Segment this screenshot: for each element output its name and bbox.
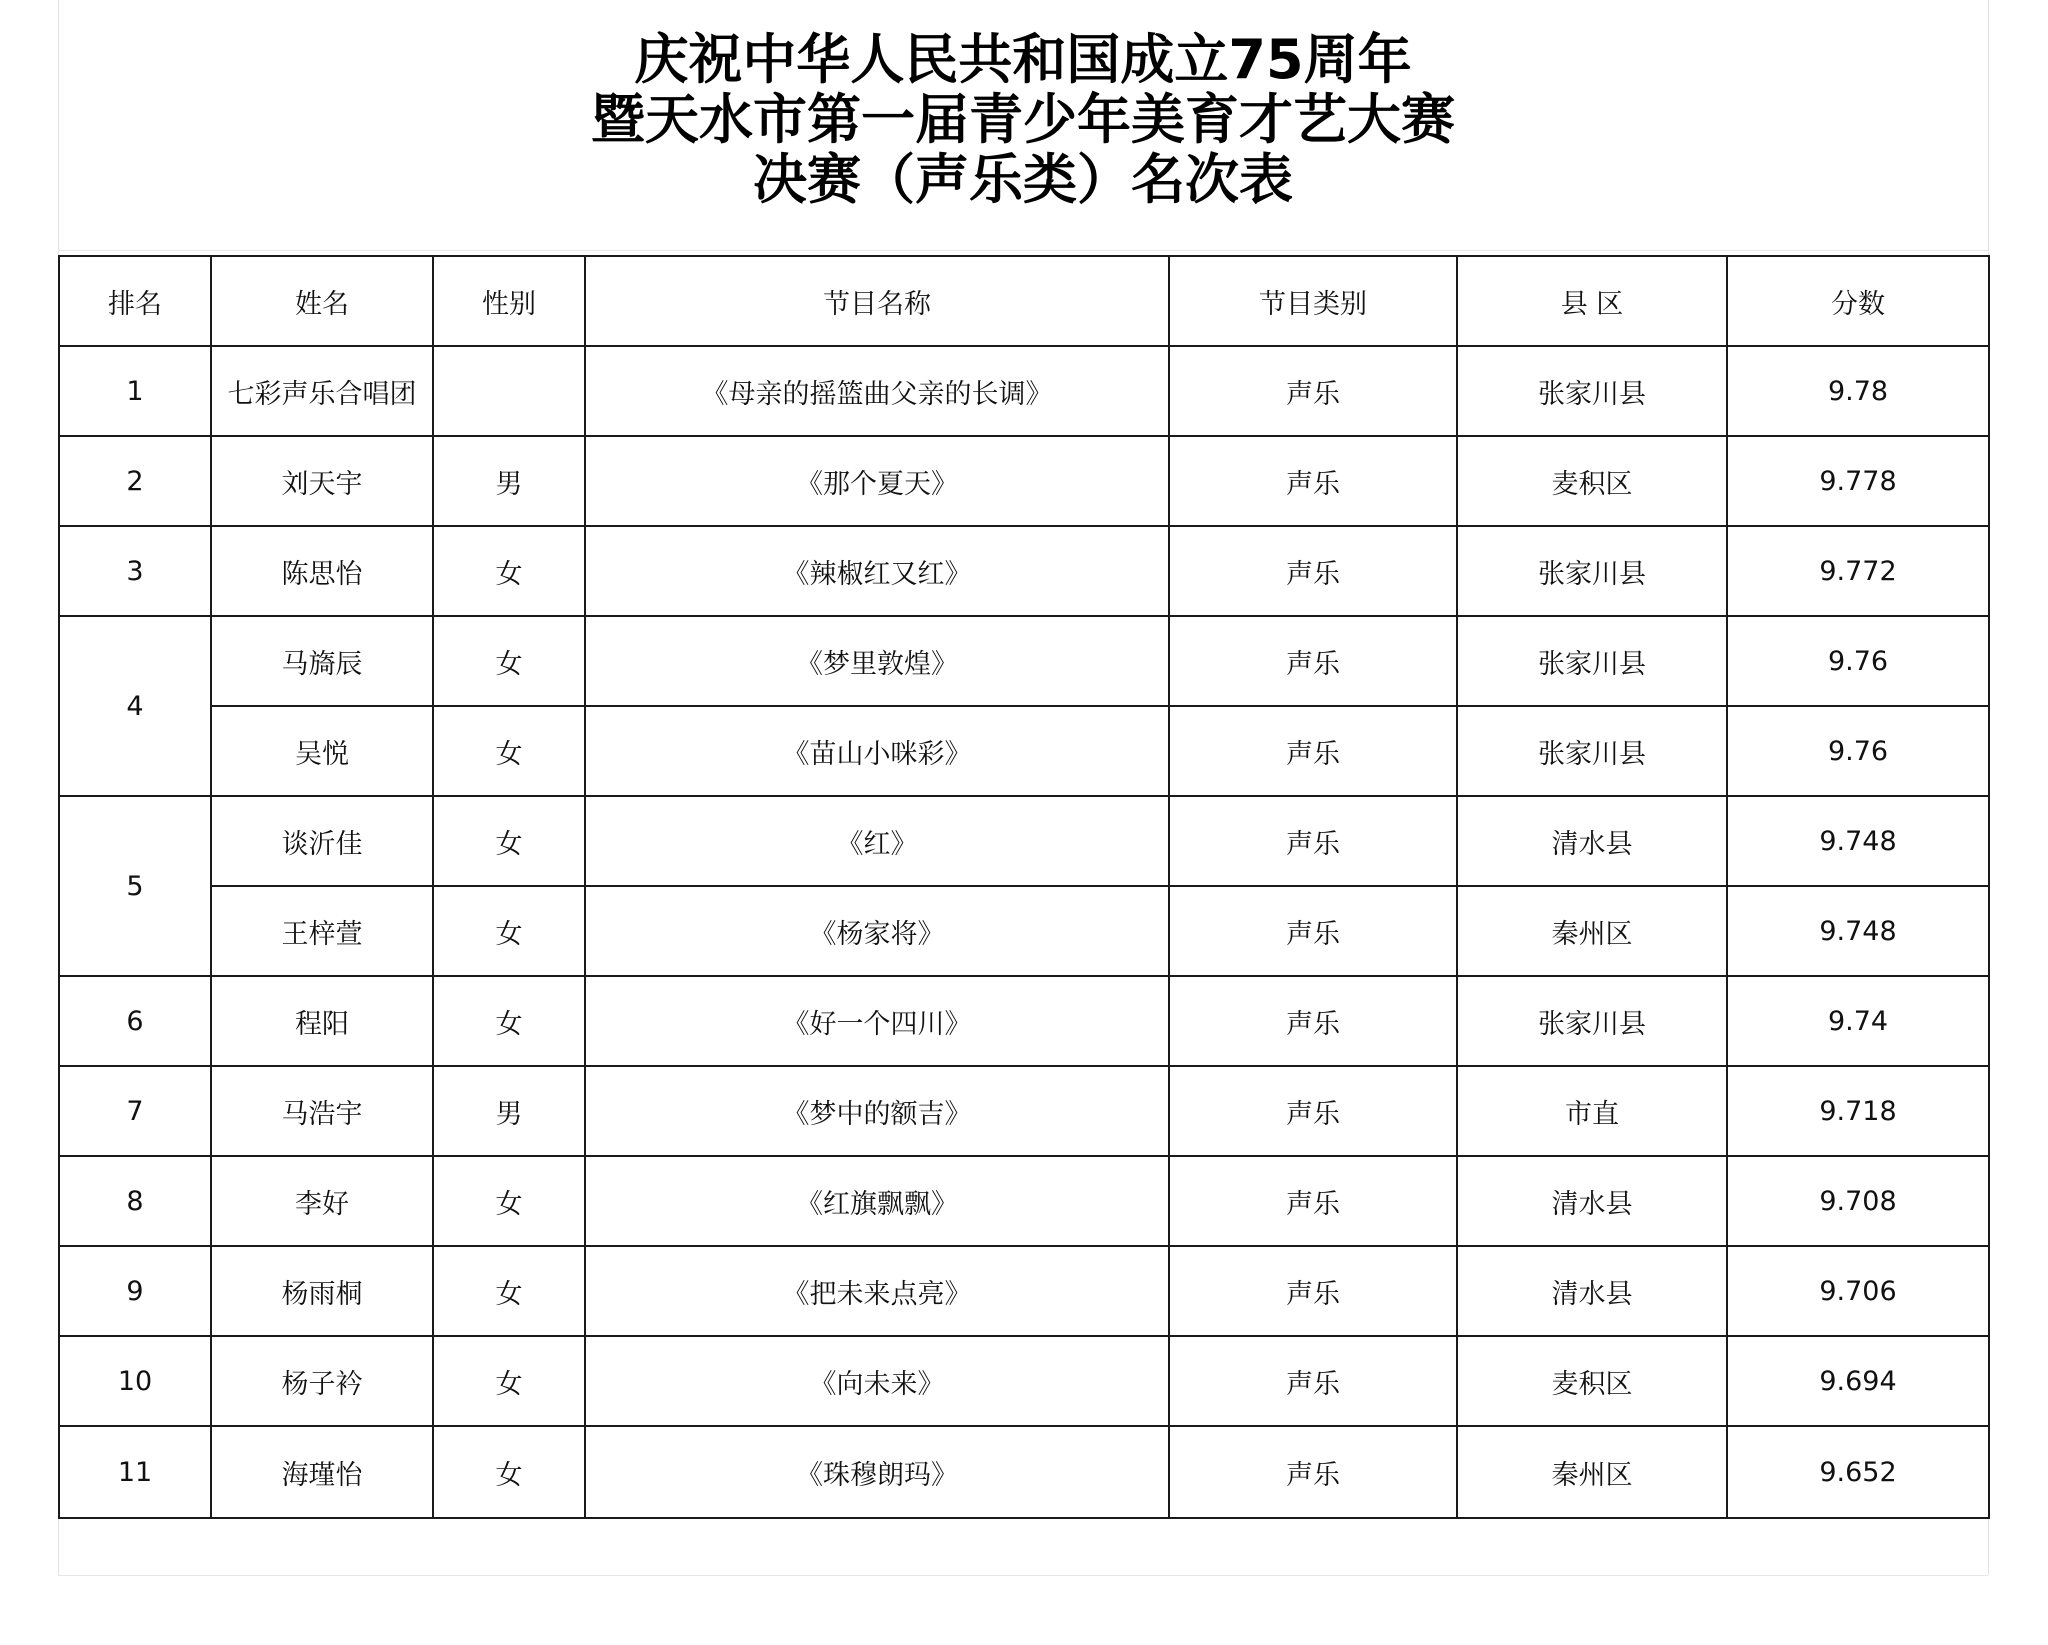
cell-category: 声乐 xyxy=(1169,886,1457,976)
cell-program: 《辣椒红又红》 xyxy=(585,526,1169,616)
header-rank: 排名 xyxy=(59,256,211,346)
cell-name: 杨子衿 xyxy=(211,1336,433,1426)
cell-name: 李好 xyxy=(211,1156,433,1246)
cell-category: 声乐 xyxy=(1169,1336,1457,1426)
cell-category: 声乐 xyxy=(1169,346,1457,436)
header-category: 节目类别 xyxy=(1169,256,1457,346)
cell-program: 《向未来》 xyxy=(585,1336,1169,1426)
cell-district: 张家川县 xyxy=(1457,616,1727,706)
cell-program: 《红》 xyxy=(585,796,1169,886)
cell-gender: 女 xyxy=(433,886,585,976)
cell-name: 刘天宇 xyxy=(211,436,433,526)
cell-district: 麦积区 xyxy=(1457,436,1727,526)
cell-program: 《梦中的额吉》 xyxy=(585,1066,1169,1156)
cell-score: 9.708 xyxy=(1727,1156,1989,1246)
title-line-1: 庆祝中华人民共和国成立75周年 xyxy=(634,28,1412,91)
cell-name: 海瑾怡 xyxy=(211,1426,433,1518)
cell-name: 程阳 xyxy=(211,976,433,1066)
cell-name: 陈思怡 xyxy=(211,526,433,616)
cell-program: 《苗山小咪彩》 xyxy=(585,706,1169,796)
cell-name: 吴悦 xyxy=(211,706,433,796)
cell-rank: 4 xyxy=(59,616,211,796)
cell-score: 9.76 xyxy=(1727,616,1989,706)
cell-gender: 男 xyxy=(433,1066,585,1156)
cell-score: 9.772 xyxy=(1727,526,1989,616)
cell-rank: 2 xyxy=(59,436,211,526)
cell-program: 《把未来点亮》 xyxy=(585,1246,1169,1336)
table-row xyxy=(59,706,1989,796)
header-district: 县 区 xyxy=(1457,256,1727,346)
cell-program: 《红旗飘飘》 xyxy=(585,1156,1169,1246)
cell-gender: 女 xyxy=(433,976,585,1066)
cell-district: 秦州区 xyxy=(1457,1426,1727,1518)
cell-gender: 女 xyxy=(433,796,585,886)
cell-rank: 5 xyxy=(59,796,211,976)
cell-rank: 7 xyxy=(59,1066,211,1156)
table-row xyxy=(59,616,1989,706)
cell-score: 9.778 xyxy=(1727,436,1989,526)
cell-district: 市直 xyxy=(1457,1066,1727,1156)
cell-score: 9.76 xyxy=(1727,706,1989,796)
title-line-3: 决赛（声乐类）名次表 xyxy=(753,148,1293,211)
cell-district: 麦积区 xyxy=(1457,1336,1727,1426)
cell-category: 声乐 xyxy=(1169,1246,1457,1336)
cell-gender: 女 xyxy=(433,1336,585,1426)
cell-district: 张家川县 xyxy=(1457,346,1727,436)
cell-program: 《珠穆朗玛》 xyxy=(585,1426,1169,1518)
ranking-table xyxy=(58,255,1990,1519)
cell-name: 七彩声乐合唱团 xyxy=(211,346,433,436)
cell-category: 声乐 xyxy=(1169,976,1457,1066)
cell-district: 秦州区 xyxy=(1457,886,1727,976)
table-row xyxy=(59,796,1989,886)
cell-rank: 10 xyxy=(59,1336,211,1426)
cell-rank: 6 xyxy=(59,976,211,1066)
header-name: 姓名 xyxy=(211,256,433,346)
header-gender: 性别 xyxy=(433,256,585,346)
cell-gender: 女 xyxy=(433,526,585,616)
cell-category: 声乐 xyxy=(1169,706,1457,796)
cell-rank: 8 xyxy=(59,1156,211,1246)
cell-district: 清水县 xyxy=(1457,1156,1727,1246)
cell-district: 张家川县 xyxy=(1457,976,1727,1066)
cell-rank: 1 xyxy=(59,346,211,436)
cell-rank: 11 xyxy=(59,1426,211,1518)
document-title xyxy=(58,30,1988,210)
cell-score: 9.706 xyxy=(1727,1246,1989,1336)
table-row xyxy=(59,526,1989,616)
cell-rank: 9 xyxy=(59,1246,211,1336)
cell-gender: 女 xyxy=(433,616,585,706)
cell-score: 9.652 xyxy=(1727,1426,1989,1518)
cell-name: 杨雨桐 xyxy=(211,1246,433,1336)
cell-program: 《好一个四川》 xyxy=(585,976,1169,1066)
cell-name: 马浩宇 xyxy=(211,1066,433,1156)
sheet-gridline xyxy=(58,250,1988,251)
cell-gender: 女 xyxy=(433,1246,585,1336)
sheet-gridline xyxy=(58,1575,1988,1576)
table-row xyxy=(59,976,1989,1066)
table-row xyxy=(59,886,1989,976)
cell-rank: 3 xyxy=(59,526,211,616)
table-row xyxy=(59,346,1989,436)
cell-program: 《梦里敦煌》 xyxy=(585,616,1169,706)
table-row xyxy=(59,436,1989,526)
cell-category: 声乐 xyxy=(1169,1066,1457,1156)
cell-program: 《杨家将》 xyxy=(585,886,1169,976)
cell-category: 声乐 xyxy=(1169,796,1457,886)
cell-gender: 女 xyxy=(433,706,585,796)
cell-name: 马旖辰 xyxy=(211,616,433,706)
table-row xyxy=(59,1066,1989,1156)
header-score: 分数 xyxy=(1727,256,1989,346)
title-line-2: 暨天水市第一届青少年美育才艺大赛 xyxy=(591,88,1455,151)
cell-district: 清水县 xyxy=(1457,796,1727,886)
cell-district: 张家川县 xyxy=(1457,706,1727,796)
cell-gender: 女 xyxy=(433,1426,585,1518)
cell-district: 张家川县 xyxy=(1457,526,1727,616)
table-row xyxy=(59,1426,1989,1518)
cell-district: 清水县 xyxy=(1457,1246,1727,1336)
cell-category: 声乐 xyxy=(1169,436,1457,526)
cell-score: 9.718 xyxy=(1727,1066,1989,1156)
cell-score: 9.74 xyxy=(1727,976,1989,1066)
cell-score: 9.748 xyxy=(1727,886,1989,976)
cell-category: 声乐 xyxy=(1169,526,1457,616)
table-row xyxy=(59,1336,1989,1426)
cell-category: 声乐 xyxy=(1169,1156,1457,1246)
cell-gender: 女 xyxy=(433,1156,585,1246)
cell-category: 声乐 xyxy=(1169,616,1457,706)
cell-gender xyxy=(433,346,585,436)
table-row xyxy=(59,1156,1989,1246)
cell-program: 《母亲的摇篮曲父亲的长调》 xyxy=(585,346,1169,436)
table-header-row xyxy=(59,256,1989,346)
cell-name: 谈沂佳 xyxy=(211,796,433,886)
table-row xyxy=(59,1246,1989,1336)
cell-score: 9.78 xyxy=(1727,346,1989,436)
cell-gender: 男 xyxy=(433,436,585,526)
cell-category: 声乐 xyxy=(1169,1426,1457,1518)
cell-name: 王梓萱 xyxy=(211,886,433,976)
cell-program: 《那个夏天》 xyxy=(585,436,1169,526)
cell-score: 9.748 xyxy=(1727,796,1989,886)
header-program: 节目名称 xyxy=(585,256,1169,346)
cell-score: 9.694 xyxy=(1727,1336,1989,1426)
